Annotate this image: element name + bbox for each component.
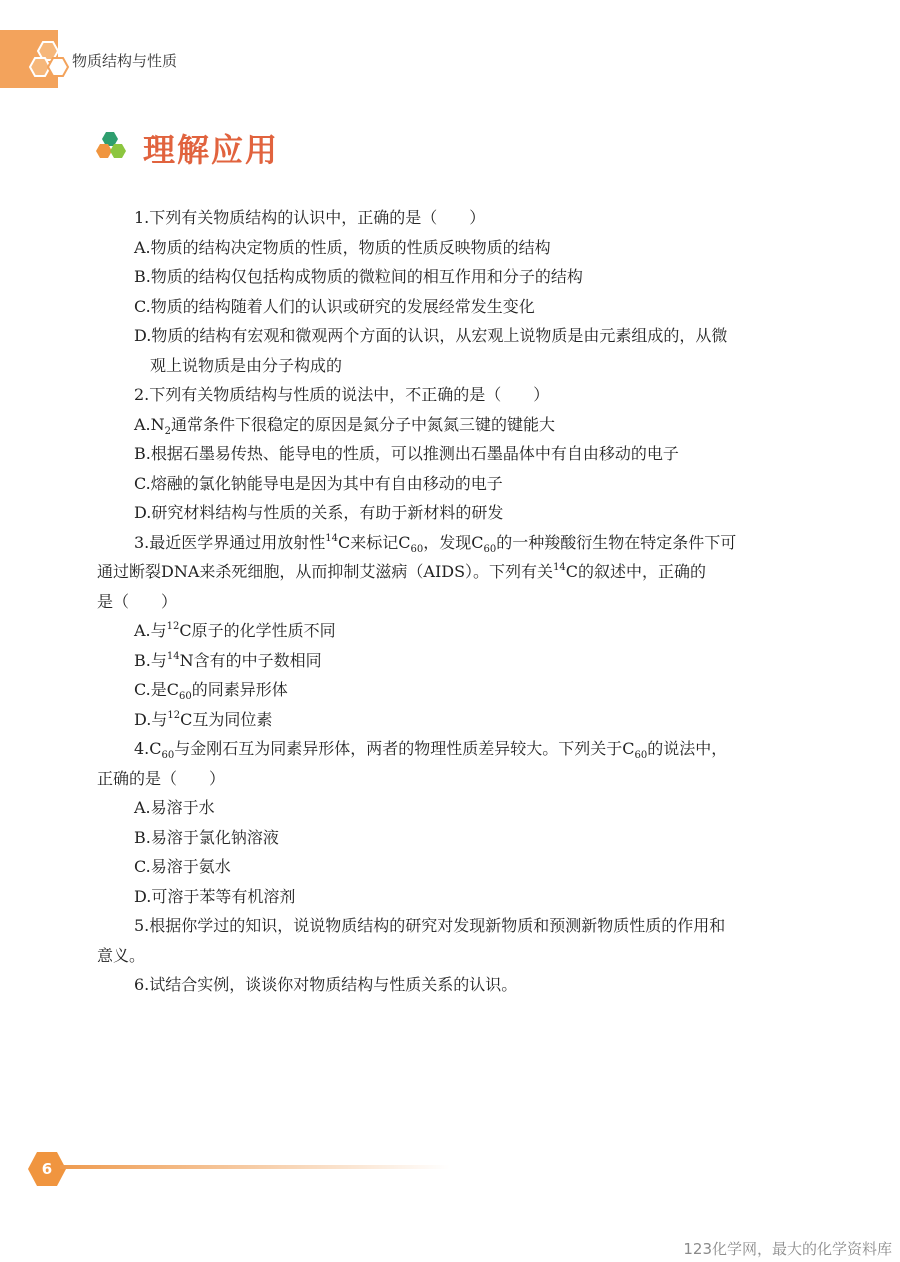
q3-c-pre: C.是C bbox=[134, 680, 180, 699]
q3-option-a bbox=[97, 616, 809, 646]
q2-option-a bbox=[97, 410, 809, 440]
q4-l1-b: 与金刚石互为同素异形体，两者的物理性质差异较大。下列关于C bbox=[174, 739, 635, 758]
q4-l1-c: 的说法中， bbox=[647, 739, 728, 758]
q6-stem: 6.试结合实例，谈谈你对物质结构与性质关系的认识。 bbox=[134, 975, 518, 994]
q3-l1-b: C来标记C bbox=[338, 532, 411, 552]
q2-a-pre: A.N bbox=[134, 414, 165, 434]
q1-option-c: C.物质的结构随着人们的认识或研究的发展经常发生变化 bbox=[134, 296, 535, 316]
watermark-text: 123化学网，最大的化学资料库 bbox=[683, 1240, 892, 1258]
q3-stem-line3: 是（ ） bbox=[97, 591, 178, 611]
q5-stem-line2: 意义。 bbox=[97, 945, 146, 965]
exercise-content bbox=[97, 203, 809, 1000]
q5-stem-line1: 5.根据你学过的知识，说说物质结构的研究对发现新物质和预测新物质性质的作用和 bbox=[134, 916, 726, 935]
q3-d-sup: 12 bbox=[167, 709, 181, 721]
q3-d-pre: D.与 bbox=[134, 709, 168, 729]
section-title: 理解应用 bbox=[143, 131, 280, 169]
q4-option-d: D.可溶于苯等有机溶剂 bbox=[134, 886, 296, 906]
q3-l2-b: C的叙述中，正确的 bbox=[565, 562, 707, 581]
q1-option-d-line1: D.物质的结构有宏观和微观两个方面的认识，从宏观上说物质是由元素组成的，从微 bbox=[134, 326, 728, 345]
q1-option-a: A.物质的结构决定物质的性质，物质的性质反映物质的结构 bbox=[134, 237, 551, 257]
section-hexagon-icon bbox=[95, 130, 127, 162]
q3-sup-14: 14 bbox=[325, 532, 339, 544]
hexagon-cluster-icon bbox=[26, 36, 76, 86]
page-number: 6 bbox=[41, 1160, 53, 1178]
q1-option-b: B.物质的结构仅包括构成物质的微粒间的相互作用和分子的结构 bbox=[134, 267, 583, 286]
q3-a-pre: A.与 bbox=[134, 621, 167, 640]
q3-sub-60-b: 60 bbox=[483, 543, 497, 555]
q3-c-sub: 60 bbox=[179, 691, 192, 702]
q3-option-d bbox=[97, 705, 809, 735]
q3-sub-60: 60 bbox=[410, 543, 424, 555]
q3-b-post: N含有的中子数相同 bbox=[179, 650, 322, 670]
q3-l1-a: 3.最近医学界通过用放射性 bbox=[134, 532, 326, 552]
q3-option-b bbox=[97, 646, 809, 676]
q4-option-a: A.易溶于水 bbox=[134, 798, 215, 817]
q4-l1-a: 4.C bbox=[134, 739, 162, 758]
q3-b-pre: B.与 bbox=[134, 650, 167, 670]
q2-stem: 2.下列有关物质结构与性质的说法中，不正确的是（ ） bbox=[134, 385, 550, 404]
q2-option-c: C.熔融的氯化钠能导电是因为其中有自由移动的电子 bbox=[134, 473, 503, 493]
q1-stem: 1.下列有关物质结构的认识中，正确的是（ ） bbox=[134, 208, 486, 227]
q3-c-post: 的同素异形体 bbox=[191, 680, 288, 699]
q4-stem-line1 bbox=[97, 734, 809, 764]
q2-a-post: 通常条件下很稳定的原因是氮分子中氮氮三键的键能大 bbox=[171, 414, 556, 434]
q3-b-sup: 14 bbox=[166, 650, 180, 662]
q4-sub-60-b: 60 bbox=[634, 750, 648, 761]
q3-a-sup: 12 bbox=[166, 621, 180, 632]
footer-divider bbox=[60, 1165, 450, 1169]
q1-option-d-line2: 观上说物质是由分子构成的 bbox=[150, 355, 343, 375]
q3-sup-14-b: 14 bbox=[553, 562, 566, 573]
q4-option-c: C.易溶于氨水 bbox=[134, 857, 231, 876]
q3-stem-line1 bbox=[97, 528, 809, 558]
q3-option-c bbox=[97, 675, 809, 705]
q3-a-post: C原子的化学性质不同 bbox=[179, 621, 336, 640]
q3-l1-c: ，发现C bbox=[423, 532, 484, 552]
q2-option-b: B.根据石墨易传热、能导电的性质，可以推测出石墨晶体中有自由移动的电子 bbox=[134, 444, 679, 463]
q2-a-subscript: 2 bbox=[164, 425, 172, 437]
q3-l1-d: 的一种羧酸衍生物在特定条件下可 bbox=[496, 532, 737, 552]
q3-stem-line2 bbox=[97, 557, 809, 587]
q3-l2-a: 通过断裂DNA来杀死细胞，从而抑制艾滋病（AIDS）。下列有关 bbox=[97, 562, 554, 581]
header-title: 物质结构与性质 bbox=[72, 52, 178, 70]
q3-d-post: C互为同位素 bbox=[180, 709, 273, 729]
q4-sub-60: 60 bbox=[161, 750, 175, 761]
q2-option-d: D.研究材料结构与性质的关系，有助于新材料的研发 bbox=[134, 503, 504, 522]
q4-option-b: B.易溶于氯化钠溶液 bbox=[134, 827, 279, 847]
q4-stem-line2: 正确的是（ ） bbox=[97, 768, 226, 788]
